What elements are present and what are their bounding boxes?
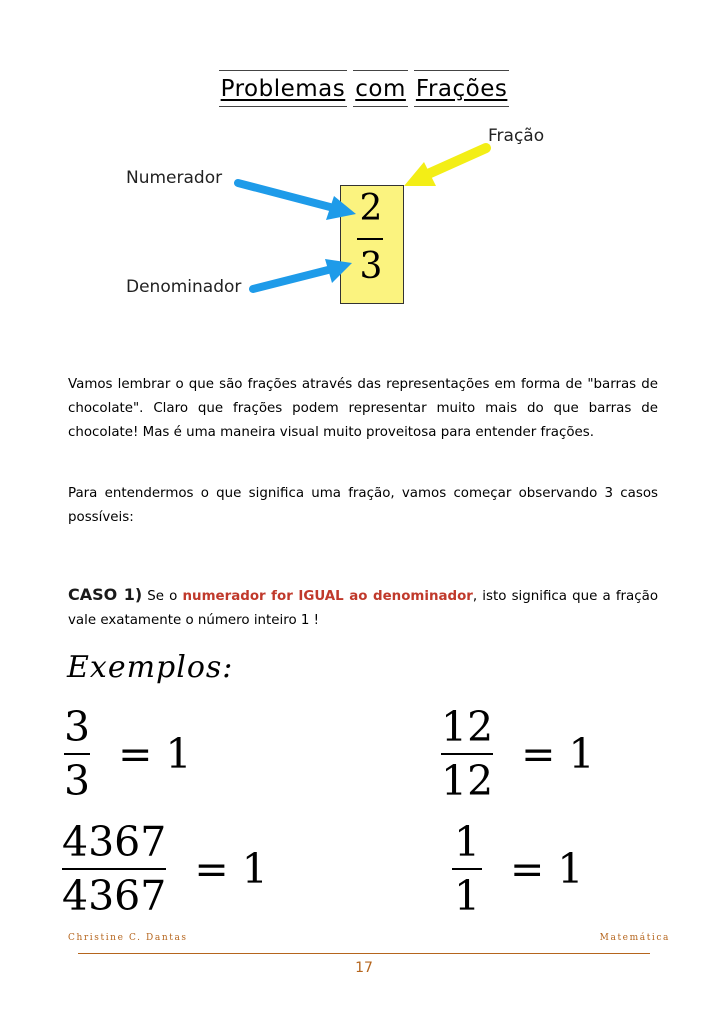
- example-result: = 1: [118, 730, 192, 778]
- fraction-denominator: 3: [359, 246, 383, 287]
- caso-1-text-post: , isto significa que a fração vale exatamente o número inteiro 1 !: [68, 589, 659, 628]
- exemplos-heading: Exemplos:: [67, 650, 234, 685]
- denominador-arrow-icon: [253, 259, 352, 289]
- cases-paragraph: Para entendermos o que significa uma fração, vamos começar observando 3 casos possíveis:: [68, 486, 658, 525]
- example-equation: [452, 820, 583, 918]
- example-denominator: 4367: [62, 872, 167, 920]
- label-fracao: Fração: [488, 126, 545, 146]
- caso-1-heading: CASO 1): [68, 585, 143, 604]
- label-numerador: Numerador: [126, 168, 223, 188]
- title-word-3: Frações: [414, 70, 509, 107]
- example-denominator: 1: [453, 872, 481, 920]
- example-fraction: [62, 820, 166, 918]
- diagram-arrows: [0, 0, 728, 330]
- caso-1-text-pre: Se o: [142, 589, 183, 604]
- example-equation: [441, 705, 595, 803]
- example-fraction-bar: [64, 753, 90, 755]
- footer-author: Christine C. Dantas: [68, 933, 188, 943]
- example-result: = 1: [521, 730, 595, 778]
- footer-subject: Matemática: [599, 933, 670, 943]
- page-number: 17: [355, 960, 373, 976]
- example-result: = 1: [510, 845, 584, 893]
- example-equation: [62, 820, 268, 918]
- example-numerator: 1: [453, 818, 481, 866]
- example-fraction-bar: [452, 868, 482, 870]
- footer-divider: [78, 953, 650, 954]
- example-fraction: [452, 820, 482, 918]
- caso-1-paragraph: [68, 583, 658, 633]
- example-numerator: 12: [441, 703, 494, 751]
- example-fraction-bar: [441, 753, 493, 755]
- example-numerator: 3: [64, 703, 91, 751]
- caso-1-highlight: numerador for IGUAL ao denominador: [182, 589, 473, 604]
- example-fraction-bar: [62, 868, 166, 870]
- title-word-1: Problemas: [219, 70, 348, 107]
- example-equation: [64, 705, 192, 803]
- example-result: = 1: [194, 845, 268, 893]
- example-numerator: 4367: [62, 818, 167, 866]
- example-fraction: [64, 705, 90, 803]
- numerador-arrow-icon: [238, 183, 356, 220]
- fraction-numerator: 2: [359, 188, 383, 229]
- example-fraction: [441, 705, 493, 803]
- fracao-arrow-icon: [404, 148, 486, 186]
- example-denominator: 3: [64, 757, 91, 805]
- label-denominador: Denominador: [126, 277, 242, 297]
- intro-paragraph: Vamos lembrar o que são frações através das representações em forma de "barras de chocolate". Claro que frações podem representar muito mais do que barras de chocolate! Mas é uma maneira visual muito proveitosa para entender frações.: [68, 377, 658, 440]
- example-denominator: 12: [441, 757, 494, 805]
- title-word-2: com: [353, 70, 408, 107]
